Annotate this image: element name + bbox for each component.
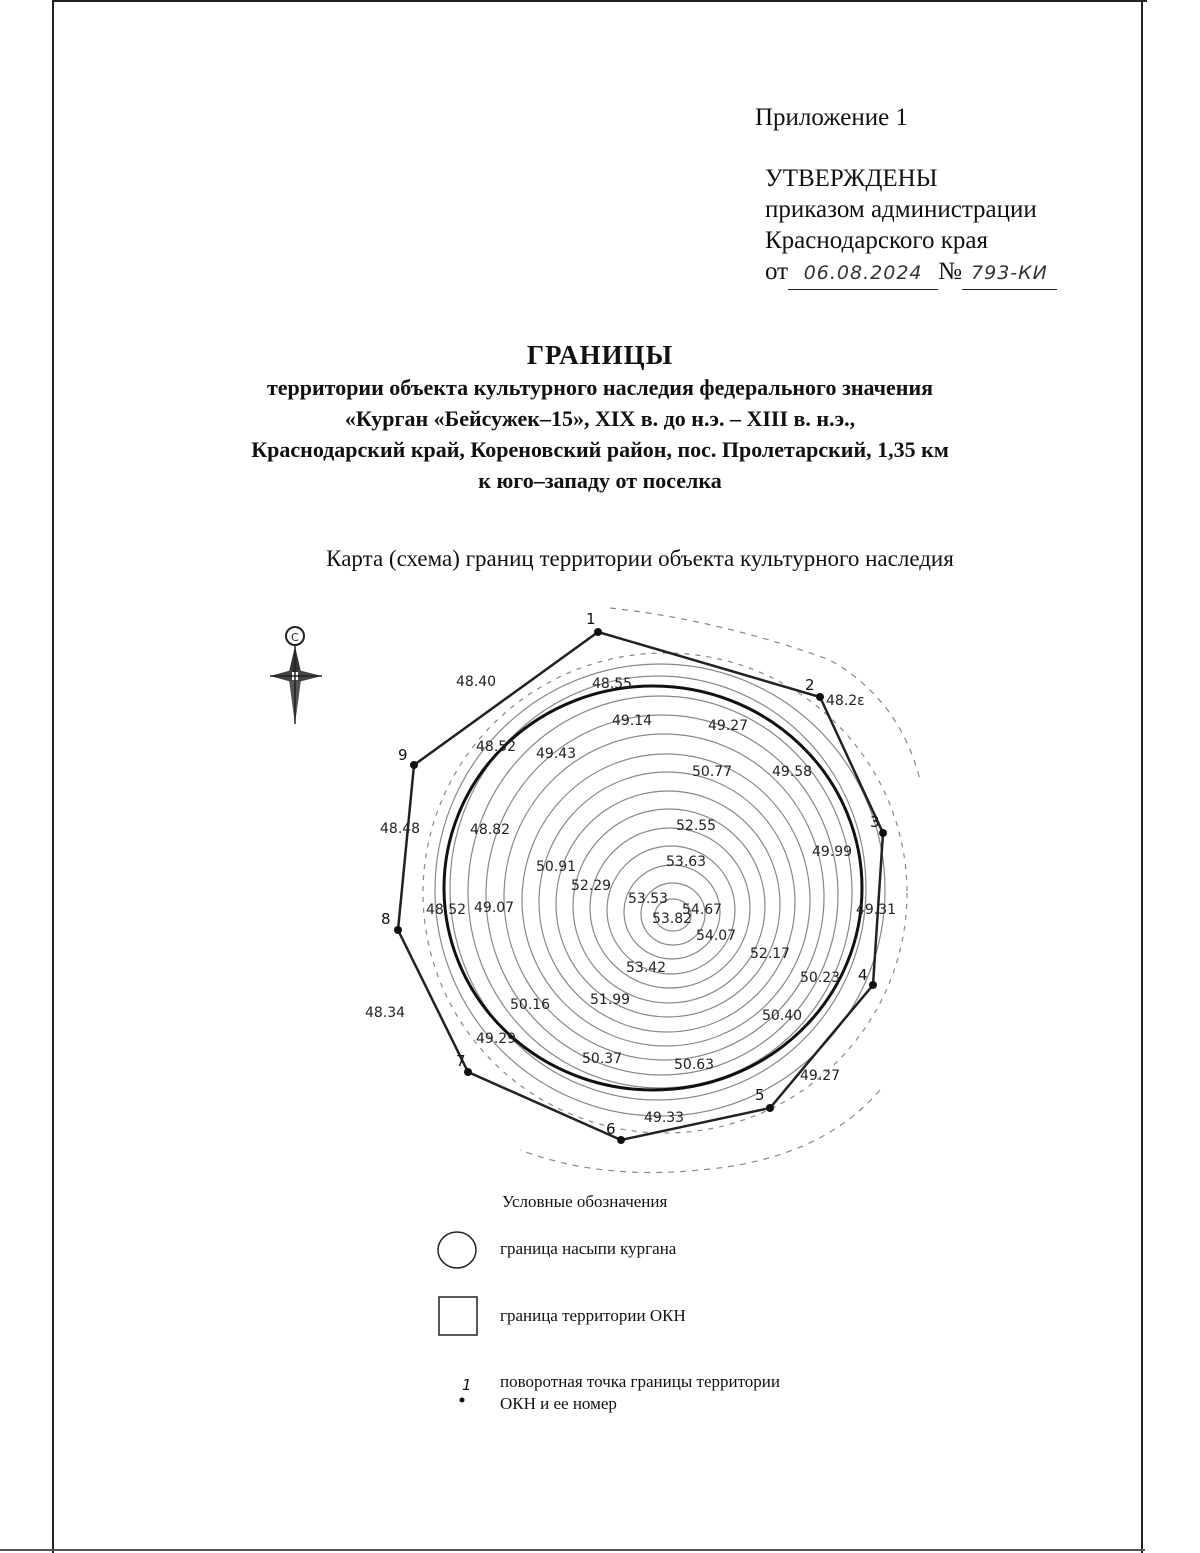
appendix-label: Приложение 1 — [755, 104, 908, 131]
turning-point-marker — [766, 1104, 774, 1112]
turning-point-marker — [879, 829, 887, 837]
legend-title: Условные обозначения — [502, 1192, 668, 1211]
elevation-mark: 49.27 — [708, 718, 749, 734]
approved-line-2: Краснодарского края — [765, 227, 988, 254]
legend-mound-symbol — [438, 1232, 476, 1268]
approved-title: УТВЕРЖДЕНЫ — [765, 165, 938, 192]
subtitle-line-4: к юго–западу от поселка — [478, 468, 722, 493]
approved-line-1: приказом администрации — [765, 196, 1037, 223]
elevation-mark: 52.29 — [571, 878, 612, 894]
turning-point-marker — [394, 926, 402, 934]
legend-territory-symbol — [439, 1297, 477, 1335]
elevation-mark: 49.58 — [772, 764, 813, 780]
elevation-mark: 50.77 — [692, 764, 733, 780]
elevation-mark: 48.34 — [365, 1005, 406, 1021]
elevation-mark: 50.23 — [800, 970, 841, 986]
elevation-mark: 49.31 — [856, 902, 897, 918]
elevation-mark: 54.67 — [682, 902, 723, 918]
elevation-mark: 48.82 — [470, 822, 511, 838]
point-number: 5 — [755, 1086, 765, 1104]
elevation-mark: 53.42 — [626, 960, 667, 976]
elevation-mark: 54.07 — [696, 928, 737, 944]
point-number: 6 — [606, 1120, 616, 1138]
date-value: 06.08.2024 — [803, 262, 923, 284]
number-prefix: № — [938, 258, 962, 285]
turning-point-marker — [617, 1136, 625, 1144]
elevation-mark: 48.2ε — [826, 693, 865, 709]
territory-boundary — [398, 632, 883, 1140]
north-arrow-icon — [270, 627, 322, 724]
legend-point-number: 1 — [462, 1376, 472, 1394]
subtitle-line-3: Краснодарский край, Кореновский район, пос. Пролетарский, 1,35 км — [251, 437, 949, 462]
subtitle-line-2: «Курган «Бейсужек–15», XIX в. до н.э. – XIII в. н.э., — [344, 406, 856, 431]
elevation-mark: 49.07 — [474, 900, 515, 916]
point-number: 3 — [870, 813, 880, 831]
legend-mound-label: граница насыпи кургана — [500, 1239, 677, 1258]
elevation-mark: 49.99 — [812, 844, 853, 860]
elevation-mark: 49.43 — [536, 746, 577, 762]
elevation-mark: 48.48 — [380, 821, 421, 837]
elevation-mark: 52.55 — [676, 818, 717, 834]
point-number: 1 — [586, 610, 596, 628]
turning-point-marker — [816, 693, 824, 701]
elevation-mark: 50.40 — [762, 1008, 803, 1024]
elevation-mark: 53.82 — [652, 911, 693, 927]
elevation-mark: 50.37 — [582, 1051, 623, 1067]
number-value: 793-КИ — [971, 262, 1048, 284]
legend-point-label-line-1: поворотная точка границы территории — [500, 1372, 780, 1391]
map-caption: Карта (схема) границ территории объекта культурного наследия — [326, 546, 954, 571]
subtitle-line-1: территории объекта культурного наследия федерального значения — [266, 375, 934, 400]
elevation-mark: 53.63 — [666, 854, 707, 870]
elevation-mark: 49.14 — [612, 713, 653, 729]
date-prefix: от — [765, 258, 789, 285]
point-number: 8 — [381, 910, 391, 928]
svg-text:C: C — [291, 631, 299, 644]
legend-point-label-line-2: ОКН и ее номер — [500, 1394, 617, 1413]
elevation-mark: 49.33 — [644, 1110, 685, 1126]
elevation-mark: 49.27 — [800, 1068, 841, 1084]
elevation-mark: 50.16 — [510, 997, 551, 1013]
turning-point-marker — [869, 981, 877, 989]
point-number: 4 — [858, 966, 868, 984]
document-title: ГРАНИЦЫ — [526, 340, 674, 370]
elevation-mark: 52.17 — [750, 946, 791, 962]
elevation-mark: 51.99 — [590, 992, 631, 1008]
legend-territory-label: граница территории ОКН — [500, 1306, 686, 1325]
legend-point-label — [500, 1371, 780, 1415]
turning-point-marker — [594, 628, 602, 636]
point-number: 7 — [456, 1052, 466, 1070]
elevation-mark: 50.91 — [536, 859, 577, 875]
elevation-mark: 48.52 — [476, 739, 517, 755]
turning-point-marker — [410, 761, 418, 769]
elevation-mark: 48.40 — [456, 674, 497, 690]
elevation-mark: 53.53 — [628, 891, 669, 907]
point-number: 9 — [398, 746, 408, 764]
elevation-mark: 48.52 — [426, 902, 467, 918]
point-number: 2 — [805, 676, 815, 694]
elevation-mark: 48.55 — [592, 676, 633, 692]
legend-point-symbol — [460, 1398, 465, 1403]
elevation-mark: 50.63 — [674, 1057, 715, 1073]
elevation-mark: 49.29 — [476, 1031, 517, 1047]
